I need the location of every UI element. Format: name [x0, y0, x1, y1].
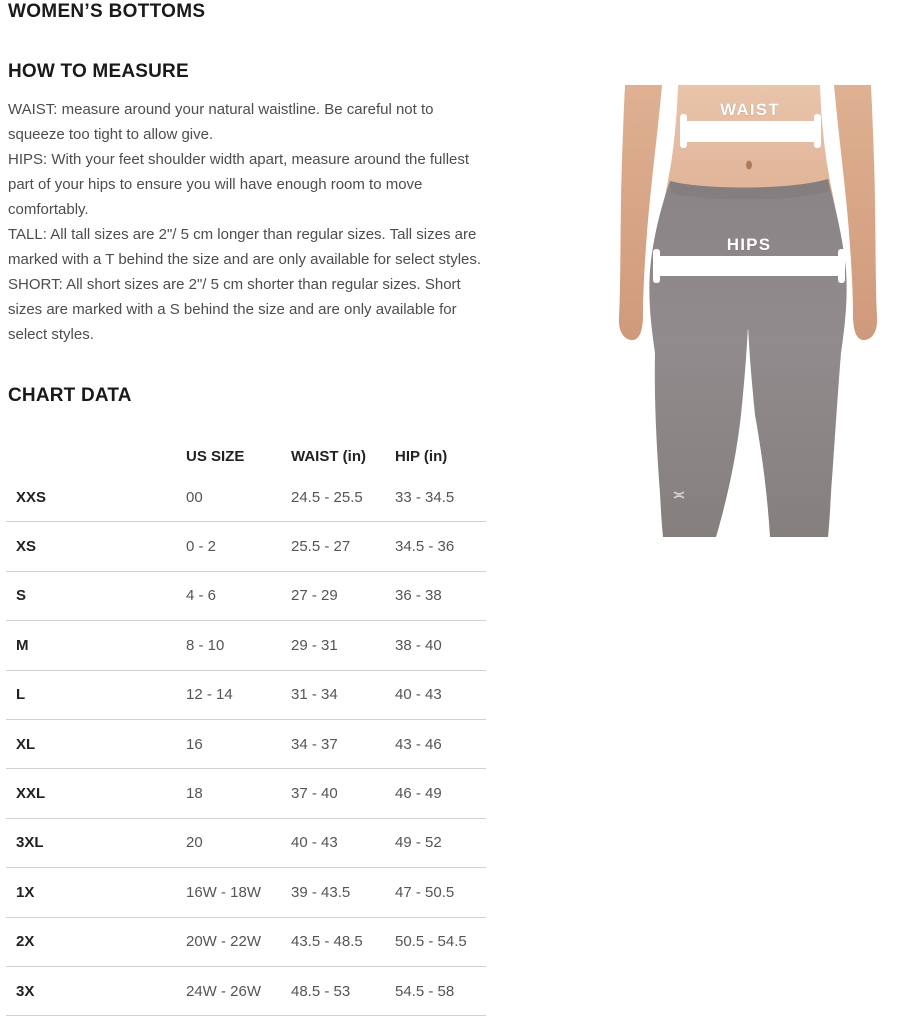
us-size-value: 16W - 18W	[186, 883, 262, 901]
us-size-value: 0 - 2	[186, 538, 217, 556]
us-size-value: 20W - 22W	[186, 933, 262, 951]
us-size-value: 00	[186, 488, 203, 506]
hip-value: 40 - 43	[395, 686, 442, 704]
waist-value: 24.5 - 25.5	[291, 488, 363, 506]
size-label: S	[16, 587, 27, 605]
size-label: 1X	[16, 883, 35, 901]
how-to-measure-heading: HOW TO MEASURE	[8, 61, 189, 82]
waist-value: 37 - 40	[291, 785, 338, 803]
hip-value: 33 - 34.5	[395, 488, 455, 506]
size-row	[6, 769, 486, 818]
hip-value: 34.5 - 36	[395, 538, 455, 556]
hip-value: 36 - 38	[395, 587, 442, 605]
measurement-figure	[598, 85, 898, 542]
hip-value: 46 - 49	[395, 785, 442, 803]
waist-value: 25.5 - 27	[291, 538, 351, 556]
hip-value: 43 - 46	[395, 735, 442, 753]
size-label: M	[16, 636, 29, 654]
waist-value: 43.5 - 48.5	[291, 933, 363, 951]
leggings	[649, 179, 846, 537]
size-label: 2X	[16, 933, 35, 951]
size-row	[6, 621, 486, 670]
size-label: XL	[16, 735, 36, 753]
waist-value: 29 - 31	[291, 636, 338, 654]
hips-label: HIPS	[726, 235, 772, 254]
us-size-value: 24W - 26W	[186, 982, 262, 1000]
size-chart-table	[6, 440, 486, 1016]
waist-value: 34 - 37	[291, 735, 338, 753]
hip-value: 50.5 - 54.5	[395, 933, 467, 951]
us-size-value: 16	[186, 735, 203, 753]
us-size-value: 18	[186, 785, 203, 803]
hip-value: 49 - 52	[395, 834, 442, 852]
hip-value: 54.5 - 58	[395, 982, 455, 1000]
table-body	[6, 473, 486, 1016]
waist-value: 31 - 34	[291, 686, 338, 704]
size-row	[6, 720, 486, 769]
waist-value: 48.5 - 53	[291, 982, 351, 1000]
size-label: 3X	[16, 982, 35, 1000]
size-row	[6, 671, 486, 720]
column-header-hip: HIP (in)	[395, 448, 448, 465]
size-row	[6, 967, 486, 1016]
size-row	[6, 918, 486, 967]
measure-instruction: TALL: All tall sizes are 2"/ 5 cm longer than regular sizes. Tall sizes are marked with a T behind the size and are only available for select styles.	[8, 226, 482, 268]
waist-value: 27 - 29	[291, 587, 338, 605]
table-header-row	[6, 440, 486, 473]
page-title: WOMEN’S BOTTOMS	[8, 1, 206, 22]
size-row	[6, 473, 486, 522]
size-label: L	[16, 686, 26, 704]
measure-instruction: SHORT: All short sizes are 2"/ 5 cm shorter than regular sizes. Short sizes are marked with a S behind the size and are only available for select styles.	[8, 276, 461, 343]
waist-value: 39 - 43.5	[291, 883, 351, 901]
waist-value: 40 - 43	[291, 834, 338, 852]
size-row	[6, 868, 486, 917]
size-label: XXL	[16, 785, 46, 803]
size-label: 3XL	[16, 834, 44, 852]
us-size-value: 20	[186, 834, 203, 852]
hip-value: 47 - 50.5	[395, 883, 455, 901]
size-row	[6, 819, 486, 868]
us-size-value: 4 - 6	[186, 587, 217, 605]
us-size-value: 12 - 14	[186, 686, 233, 704]
navel	[746, 161, 752, 170]
model-photo	[598, 85, 898, 542]
measure-instructions	[8, 97, 488, 347]
measure-instruction: HIPS: With your feet shoulder width apart, measure around the fullest part of your hips to ensure you will have enough room to move comfortably.	[8, 151, 470, 218]
size-label: XXS	[16, 488, 47, 506]
chart-data-heading: CHART DATA	[8, 385, 132, 406]
size-row	[6, 572, 486, 621]
hip-value: 38 - 40	[395, 636, 442, 654]
us-size-value: 8 - 10	[186, 636, 225, 654]
waist-label: WAIST	[720, 100, 780, 119]
column-header-us-size: US SIZE	[186, 448, 245, 465]
measure-instruction: WAIST: measure around your natural waistline. Be careful not to squeeze too tight to allow give.	[8, 101, 434, 143]
column-header-waist: WAIST (in)	[291, 448, 366, 465]
size-row	[6, 522, 486, 571]
size-label: XS	[16, 538, 37, 556]
